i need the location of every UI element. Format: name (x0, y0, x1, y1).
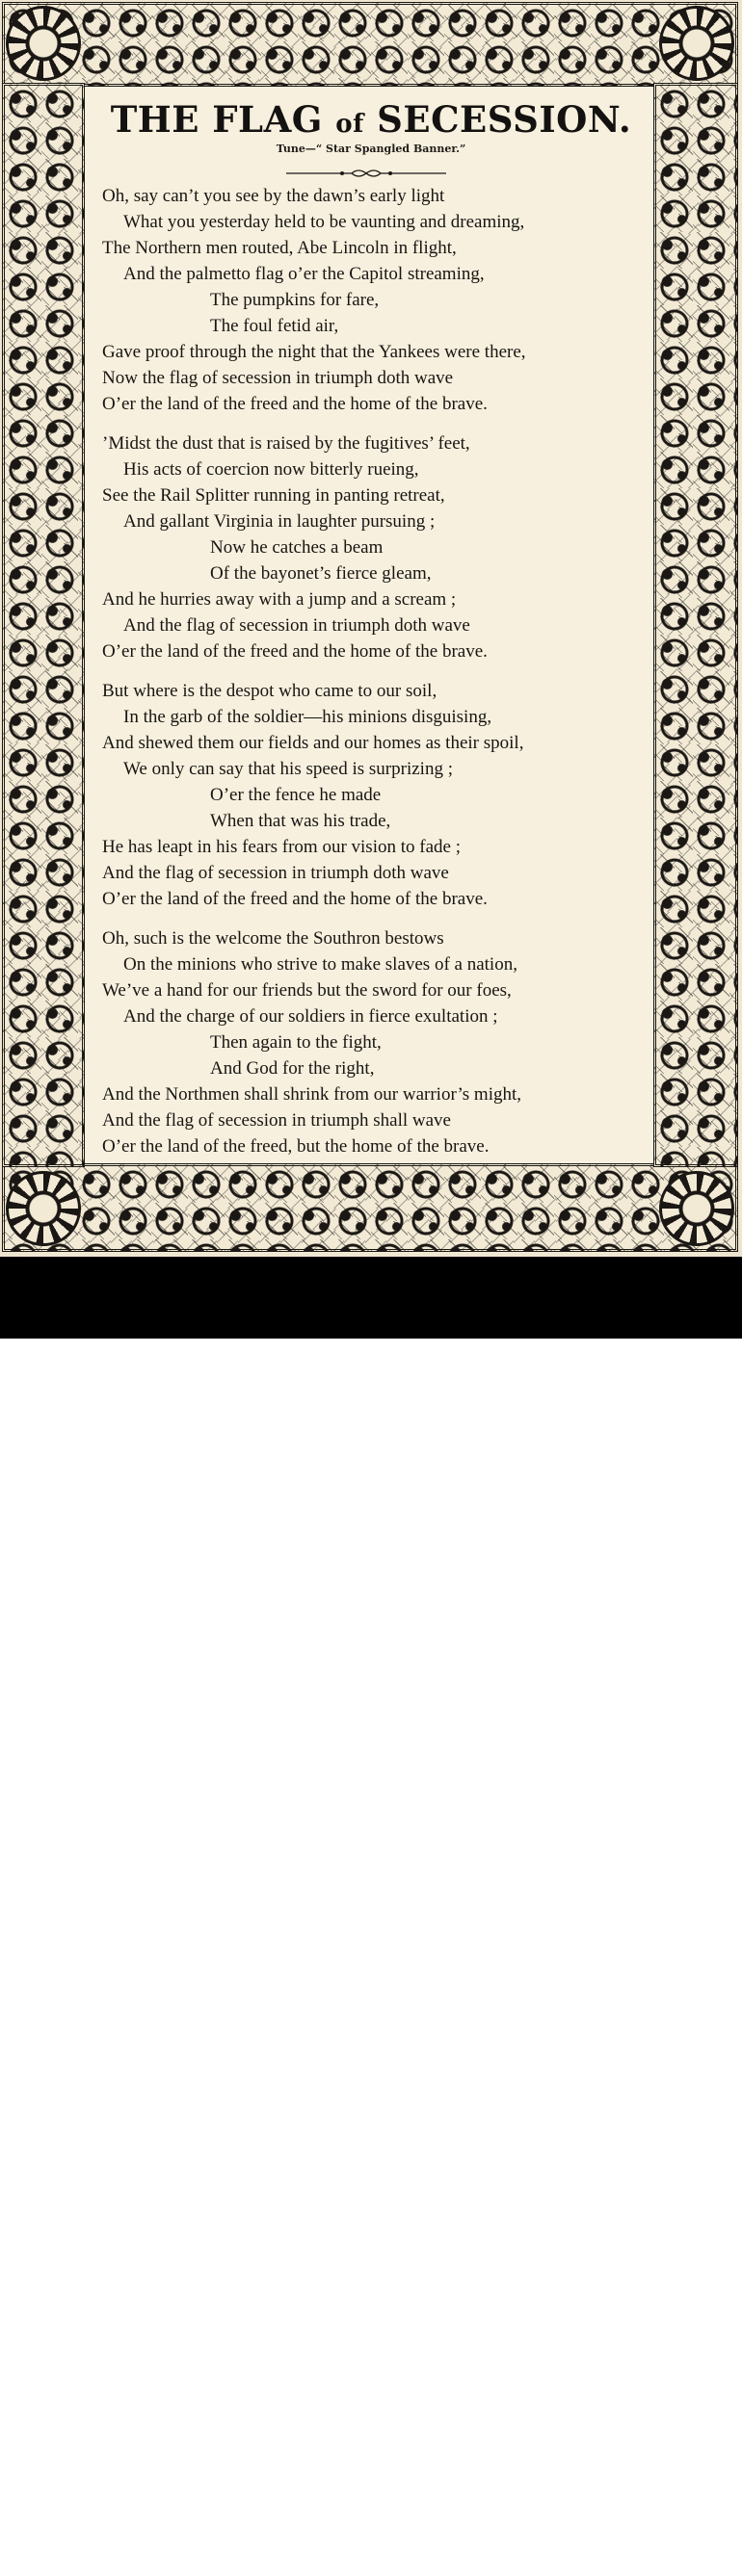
verse-line: Now he catches a beam (210, 537, 384, 558)
site-url: www.alamy.com (606, 2559, 723, 2576)
verse-line: Then again to the fight, (210, 1032, 382, 1053)
verse-line: And he hurries away with a jump and a scream ; (102, 589, 457, 610)
song-title (92, 96, 650, 147)
verse-line: And the charge of our soldiers in fierce exultation ; (123, 1006, 498, 1027)
ornamental-border-top (2, 2, 738, 87)
verse-line: The Northern men routed, Abe Lincoln in flight, (102, 238, 457, 258)
verse-line: O’er the land of the freed and the home of the brave. (102, 394, 488, 414)
corner-ornament-icon (659, 1171, 734, 1246)
verse-line: When that was his trade, (210, 811, 391, 831)
verse-line: O’er the land of the freed and the home of the brave. (102, 641, 488, 662)
verse-line: What you yesterday held to be vaunting and dreaming, (123, 212, 525, 232)
verse-line: His acts of coercion now bitterly rueing, (123, 459, 419, 480)
verse-line: Oh, say can’t you see by the dawn’s early light (102, 186, 445, 206)
tune-subtitle: Tune—“ Star Spangled Banner.” (276, 143, 466, 155)
title-part: THE FLAG (110, 98, 336, 141)
verse-line: And shewed them our fields and our homes as their spoil, (102, 733, 524, 753)
verse-line: Gave proof through the night that the Yankees were there, (102, 342, 526, 362)
verse-line: And the flag of secession in triumph shall wave (102, 1110, 451, 1131)
stanza (102, 430, 642, 664)
stock-watermark-logo: alamy (46, 2526, 169, 2568)
ornamental-rule-icon (284, 167, 448, 180)
verse-line: And the palmetto flag o’er the Capitol streaming, (123, 264, 485, 284)
verse-line: Oh, such is the welcome the Southron bestows (102, 928, 444, 949)
title-part: SECESSION. (363, 98, 632, 141)
stanza (102, 183, 642, 417)
verse-line: ’Midst the dust that is raised by the fugitives’ feet, (102, 433, 470, 454)
stanza (102, 925, 642, 1159)
verse-line: O’er the fence he made (210, 785, 382, 805)
verse-line: The pumpkins for fare, (210, 290, 380, 310)
corner-ornament-icon (6, 6, 81, 81)
verse-line: The foul fetid air, (210, 316, 339, 336)
corner-ornament-icon (659, 6, 734, 81)
title-part: of (335, 110, 364, 139)
verse-line: See the Rail Splitter running in panting retreat, (102, 485, 445, 506)
song-verses (102, 183, 642, 1173)
verse-line: On the minions who strive to make slaves of a nation, (123, 954, 517, 975)
verse-line: But where is the despot who came to our soil, (102, 681, 437, 701)
corner-ornament-icon (6, 1171, 81, 1246)
verse-line: Now the flag of secession in triumph doth wave (102, 368, 454, 388)
verse-line: In the garb of the soldier—his minions disguising, (123, 707, 492, 727)
verse-line: He has leapt in his fears from our vision to fade ; (102, 837, 461, 857)
ornamental-border-bottom (2, 1163, 738, 1252)
stock-footer (0, 1257, 742, 2576)
verse-line: And God for the right, (210, 1058, 375, 1079)
verse-line: We only can say that his speed is surprizing ; (123, 759, 453, 779)
ornamental-border-right (653, 83, 738, 1167)
verse-line: We’ve a hand for our friends but the sword for our foes, (102, 980, 512, 1001)
stanza (102, 678, 642, 912)
image-id-label: Image ID: K27H38 (591, 2530, 723, 2547)
verse-line: O’er the land of the freed and the home of the brave. (102, 889, 488, 909)
verse-line: And the flag of secession in triumph doth wave (102, 863, 449, 883)
ornamental-border-left (2, 83, 85, 1167)
verse-line: And gallant Virginia in laughter pursuing ; (123, 511, 436, 532)
broadside-sheet (0, 0, 742, 1257)
verse-line: And the Northmen shall shrink from our warrior’s might, (102, 1084, 521, 1105)
verse-line: And the flag of secession in triumph doth wave (123, 615, 470, 636)
verse-line: Of the bayonet’s fierce gleam, (210, 563, 432, 584)
verse-line: O’er the land of the freed, but the home of the brave. (102, 1136, 490, 1157)
